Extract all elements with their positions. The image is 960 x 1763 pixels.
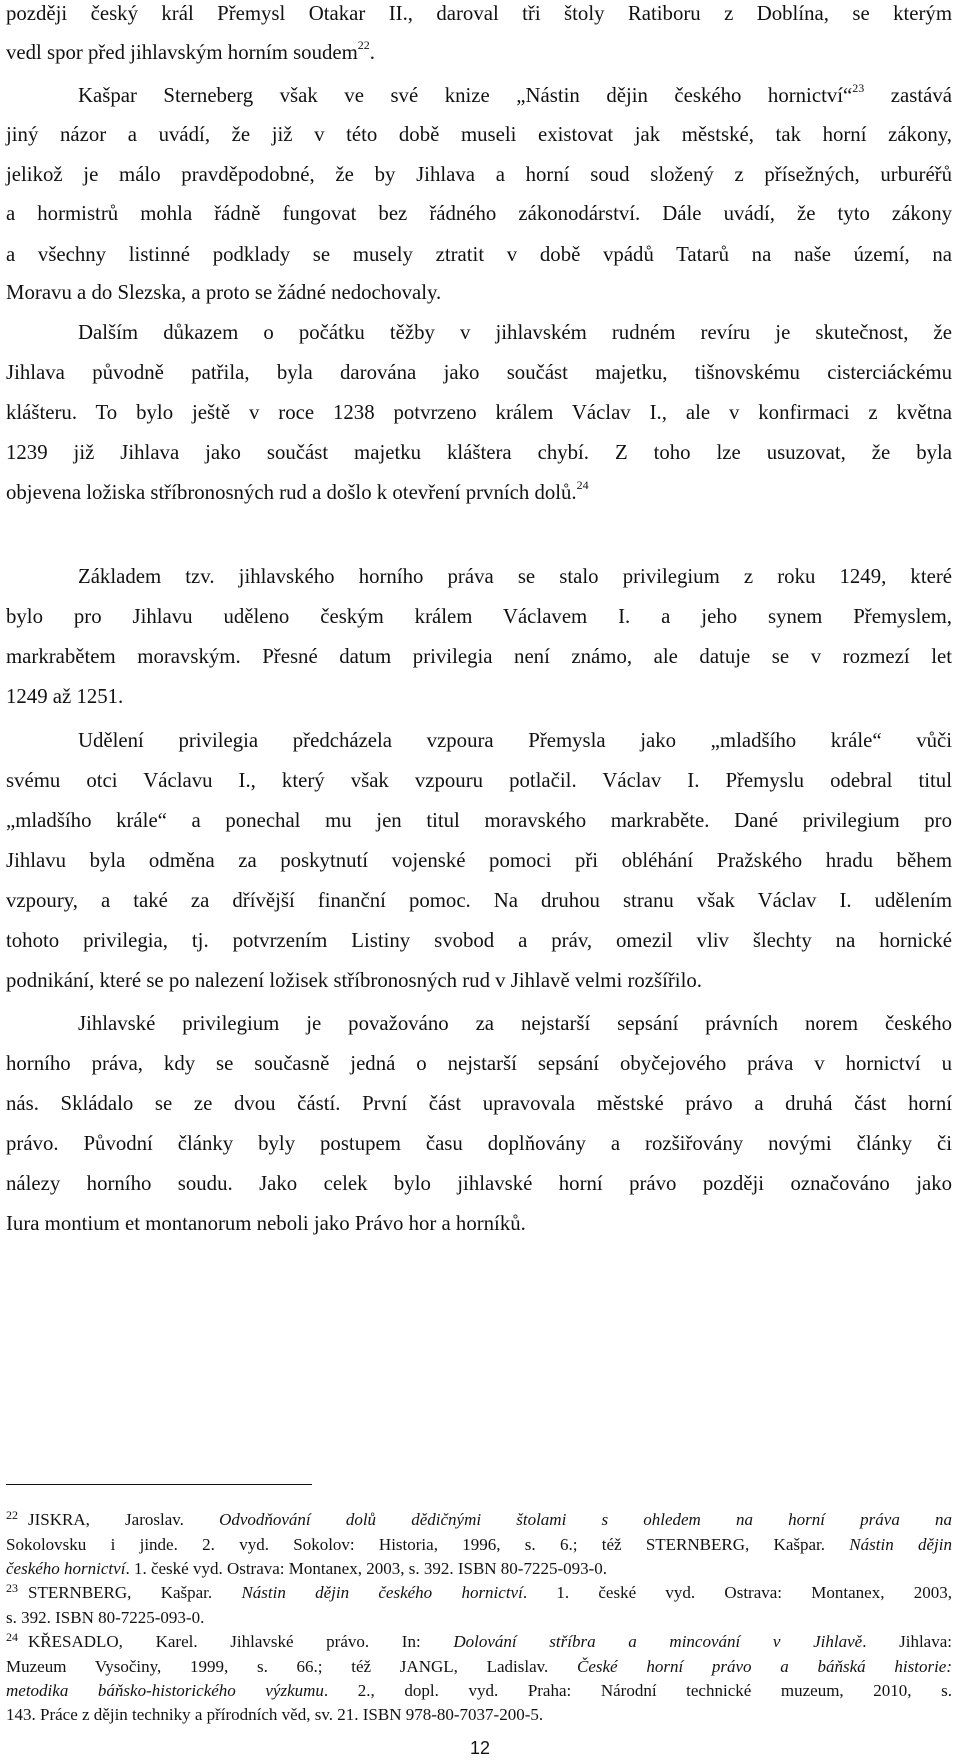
text-line [78,321,952,345]
citation-text: s. 392. ISBN 80-7225-093-0. [6,1608,205,1627]
text-line [78,81,952,108]
footnote-line [6,1559,952,1579]
footnote-reference[interactable]: 22 [357,38,370,53]
text-span: podnikání, které se po nalezení ložisek stříbronosných rud v Jihlavě velmi rozšířilo. [6,969,702,992]
text-line [6,401,952,425]
text-span: jiný názor a uvádí, že již v této době museli existovat jak městské, tak horní zákony, [6,123,952,146]
text-line [6,441,952,465]
text-line [6,243,952,267]
text-line [6,1212,952,1236]
text-span: Moravu a do Slezska, a proto se žádné nedochovaly. [6,281,442,304]
text-span: nálezy horního soudu. Jako celek bylo jihlavské horní právo později označováno jako [6,1172,952,1195]
text-line [6,1132,952,1156]
text-span: Iura montium et montanorum neboli jako Právo hor a horníků. [6,1212,526,1235]
text-span: . [369,41,375,64]
citation-title: Nástin dějin [849,1535,952,1554]
citation-text: STERNBERG, Kašpar. [28,1583,242,1602]
citation-title: Odvodňování dolů dědičnými štolami s ohledem na horní práva na [219,1510,952,1529]
text-line [6,889,952,913]
citation-text: . Jihlava: [862,1632,952,1651]
text-line [6,478,952,505]
text-span: markrabětem moravským. Přesné datum privilegia není známo, ale datuje se v rozmezí let [6,645,952,668]
text-line [78,729,952,753]
text-line [6,1172,952,1196]
text-span: a hormistrů mohla řádně fungovat bez řádného zákonodárství. Dále uvádí, že tyto zákony [6,202,952,225]
footnote-line [6,1657,952,1677]
citation-title: českého hornictví [6,1559,126,1578]
footnote-line [6,1510,952,1531]
text-line [6,929,952,953]
text-span: 1249 až 1251. [6,685,124,708]
footnote-separator [6,1484,312,1485]
text-span: Jihlavu byla odměna za poskytnutí vojenské pomoci při obléhání Pražského hradu během [6,849,952,872]
text-span: jelikož je málo pravděpodobné, že by Jihlava a horní soud složený z přísežných, urburéřů [6,163,952,186]
text-line [6,969,952,993]
citation-text: KŘESADLO, Karel. Jihlavské právo. In: [28,1632,454,1651]
text-span: Udělení privilegia předcházela vzpoura Přemysla jako „mladšího krále“ vůči [78,729,952,752]
text-line [6,202,952,226]
text-span: „mladšího krále“ a ponechal mu jen titul moravského markraběte. Dané privilegium pro [6,809,952,832]
text-line [78,565,952,589]
text-line [6,1092,952,1116]
text-line [6,123,952,147]
text-span: vedl spor před jihlavským horním soudem [6,41,358,64]
citation-text: . 2. vyd. Sokolov: Historia, 1996, s. 6.; též STERNBERG, Kašpar. [173,1535,850,1554]
text-line [6,685,952,709]
citation-text: . 1. české vyd. Ostrava: Montanex, 2003, [522,1583,952,1602]
text-span: Jihlavské privilegium je považováno za nejstarší sepsání právních norem českého [78,1012,952,1035]
footnote-number: 24 [6,1630,18,1644]
text-span: zastává [864,84,952,107]
citation-title: Dolování stříbra a mincování v Jihlavě [453,1632,863,1651]
footnote-reference[interactable]: 24 [576,478,589,493]
footnote-number: 23 [6,1581,18,1595]
citation-title: metodika báňsko-historického výzkumu [6,1681,324,1700]
text-line [6,163,952,187]
text-span: a všechny listinné podklady se musely ztratit v době vpádů Tatarů na naše území, na [6,243,952,266]
text-span: Kašpar Sterneberg však ve své knize „Nástin dějin českého hornictví“ [78,84,853,107]
citation-title: České horní právo a báňská historie: [577,1657,952,1676]
citation-text: Sokolovsku i jinde [6,1535,174,1554]
text-line [6,1052,952,1076]
text-span: vzpoury, a také za dřívější finanční pomoc. Na druhou stranu však Václav I. udělením [6,889,952,912]
text-span: 1239 již Jihlava jako součást majetku kláštera chybí. Z toho lze usuzovat, že byla [6,441,952,464]
citation-title: Nástin dějin českého hornictví [241,1583,523,1602]
text-span: bylo pro Jihlavu uděleno českým králem Václavem I. a jeho synem Přemyslem, [6,605,952,628]
text-line [6,645,952,669]
text-span: nás. Skládalo se ze dvou částí. První část upravovala městské právo a druhá část horní [6,1092,952,1115]
text-line [6,361,952,385]
text-line [6,849,952,873]
text-span: Základem tzv. jihlavského horního práva se stalo privilegium z roku 1249, které [78,565,952,588]
text-span: později český král Přemysl Otakar II., daroval tři štoly Ratiboru z Doblína, se kterým [6,2,952,25]
footnote-line [6,1632,952,1653]
footnote-line [6,1608,952,1628]
footnote-line [6,1583,952,1604]
text-span: tohoto privilegia, tj. potvrzením Listiny svobod a práv, omezil vliv šlechty na hornické [6,929,952,952]
text-span: Jihlava původně patřila, byla darována jako součást majetku, tišnovskému cisterciáckému [6,361,952,384]
text-span: horního práva, kdy se současně jedná o nejstarší sepsání obyčejového práva v hornictví u [6,1052,952,1075]
footnote-number: 22 [6,1508,18,1522]
footnote-line [6,1535,952,1555]
footnote-line [6,1705,952,1725]
citation-text: . 1. české vyd. Ostrava: Montanex, 2003, s. 392. ISBN 80-7225-093-0. [125,1559,608,1578]
text-line [6,605,952,629]
citation-text: 143. Práce z dějin techniky a přírodních věd, sv. 21. ISBN 978-80-7037-200-5. [6,1705,544,1724]
citation-text: JISKRA, Jaroslav. [28,1510,220,1529]
text-line [6,281,952,305]
text-line [6,809,952,833]
text-line [78,1012,952,1036]
text-span: objevena ložiska stříbronosných rud a došlo k otevření prvních dolů. [6,481,577,504]
text-span: právo. Původní články byly postupem času doplňovány a rozšiřovány novými články či [6,1132,952,1155]
text-line [6,769,952,793]
text-span: svému otci Václavu I., který však vzpouru potlačil. Václav I. Přemyslu odebral titul [6,769,952,792]
text-line [6,2,952,26]
citation-text: . 2., dopl. vyd. Praha: Národní technické muzeum, 2010, s. [323,1681,953,1700]
citation-text: Muzeum Vysočiny, 1999, s. 66.; též JANGL, Ladislav. [6,1657,578,1676]
footnote-reference[interactable]: 23 [852,81,865,96]
page-number: 12 [469,1738,491,1758]
text-span: klášteru. To bylo ještě v roce 1238 potvrzeno králem Václav I., ale v konfirmaci z května [6,401,952,424]
text-line [6,38,952,65]
footnote-line [6,1681,952,1701]
text-span: Dalším důkazem o počátku těžby v jihlavském rudném revíru je skutečnost, že [78,321,952,344]
